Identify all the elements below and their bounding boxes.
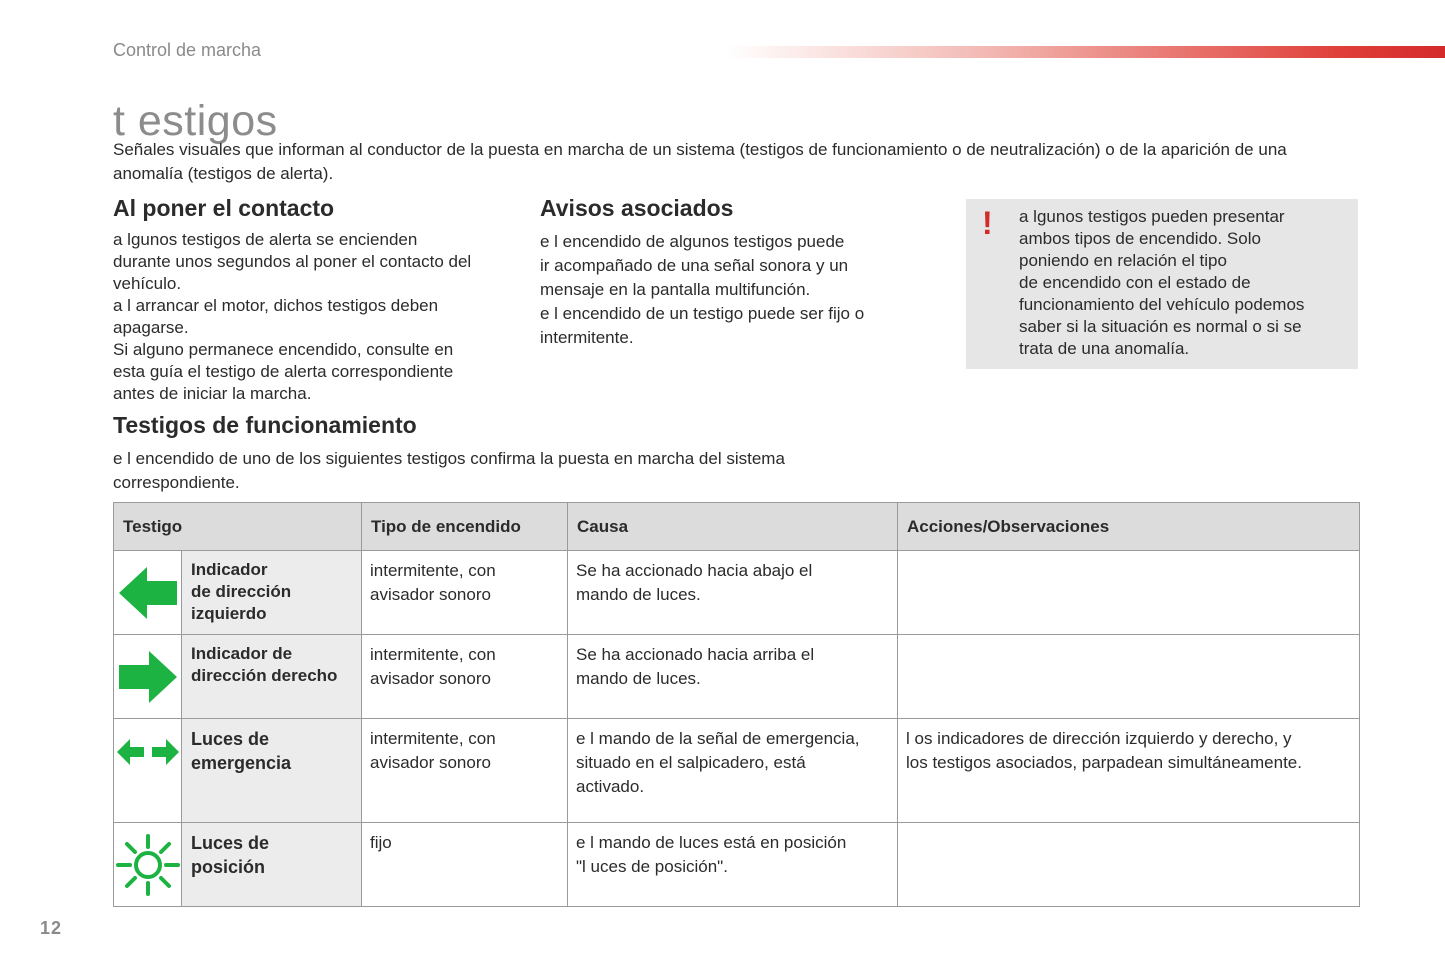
- name-line: de dirección: [191, 582, 292, 601]
- name-line: Luces de: [191, 833, 270, 853]
- name-line: emergencia: [191, 753, 292, 773]
- acciones-line: los testigos asociados, parpadean simultáneamente.: [906, 753, 1302, 772]
- section2-line: correspondiente.: [113, 473, 240, 492]
- tipo-cell: [362, 551, 568, 635]
- page-number: 12: [40, 918, 63, 938]
- section-header: Control de marcha: [113, 40, 262, 60]
- tipo-line: avisador sonoro: [370, 585, 491, 604]
- acciones-line: l os indicadores de dirección izquierdo y derecho, y: [906, 729, 1292, 748]
- alert-line: ambos tipos de encendido. Solo: [1019, 229, 1261, 248]
- alert-line: poniendo en relación el tipo: [1019, 251, 1227, 270]
- alert-line: a lgunos testigos pueden presentar: [1019, 207, 1285, 226]
- name-line: Indicador: [191, 560, 268, 579]
- name-line: posición: [191, 857, 266, 877]
- name-line: dirección derecho: [191, 666, 338, 685]
- table-row: [114, 823, 1360, 907]
- name-line: izquierdo: [191, 604, 267, 623]
- tipo-line: intermitente, con: [370, 561, 496, 580]
- icon-cell: [114, 823, 182, 907]
- col1-line: vehículo.: [113, 274, 182, 293]
- section2-line: e l encendido de uno de los siguientes testigos confirma la puesta en marcha del sistema: [113, 449, 785, 468]
- heading-al-poner-contacto: Al poner el contacto: [113, 195, 335, 221]
- tipo-line: fijo: [370, 833, 392, 852]
- col2-line: e l encendido de algunos testigos puede: [540, 232, 845, 251]
- causa-line: "l uces de posición".: [576, 857, 728, 876]
- causa-line: Se ha accionado hacia arriba el: [576, 645, 815, 664]
- left-arrow-icon: [117, 565, 179, 621]
- header-acciones: Acciones/Observaciones: [898, 503, 1360, 551]
- col2-line: intermitente.: [540, 328, 634, 347]
- acciones-cell: [898, 719, 1360, 823]
- acciones-cell: [898, 823, 1360, 907]
- tipo-cell: [362, 719, 568, 823]
- causa-line: mando de luces.: [576, 585, 701, 604]
- col1-line: a l arrancar el motor, dichos testigos deben: [113, 296, 439, 315]
- testigo-name: [182, 551, 362, 635]
- col2-line: e l encendido de un testigo puede ser fijo o: [540, 304, 865, 323]
- position-lights-icon: [116, 834, 180, 896]
- table-row: [114, 551, 1360, 635]
- causa-line: situado en el salpicadero, está: [576, 753, 806, 772]
- alert-text: [1019, 206, 1349, 360]
- col2-line: mensaje en la pantalla multifunción.: [540, 280, 811, 299]
- heading-testigos-funcionamiento: Testigos de funcionamiento: [113, 412, 417, 438]
- col1-line: antes de iniciar la marcha.: [113, 384, 312, 403]
- intro-text: Señales visuales que informan al conductor de la puesta en marcha de un sistema (testigos de funcionamiento o de neutralización) o de la aparición de una anomalía (testigos de alerta).: [113, 140, 1287, 183]
- causa-cell: [568, 635, 898, 719]
- heading-avisos-asociados: Avisos asociados: [540, 195, 734, 221]
- tipo-line: avisador sonoro: [370, 669, 491, 688]
- causa-cell: [568, 719, 898, 823]
- alert-line: funcionamiento del vehículo podemos: [1019, 295, 1305, 314]
- tipo-line: avisador sonoro: [370, 753, 491, 772]
- col1-line: Si alguno permanece encendido, consulte en: [113, 340, 454, 359]
- acciones-cell: [898, 551, 1360, 635]
- col2-text: [540, 230, 940, 350]
- causa-cell: [568, 551, 898, 635]
- name-line: Indicador de: [191, 644, 293, 663]
- section2-text: [113, 447, 1013, 495]
- header-accent-bar: [725, 46, 1445, 58]
- tipo-line: intermitente, con: [370, 645, 496, 664]
- table-header-row: [114, 503, 1360, 551]
- name-line: Luces de: [191, 729, 270, 749]
- tipo-line: intermitente, con: [370, 729, 496, 748]
- col1-line: esta guía el testigo de alerta correspondiente: [113, 362, 454, 381]
- col1-line: a lgunos testigos de alerta se encienden: [113, 230, 418, 249]
- icon-cell: [114, 551, 182, 635]
- acciones-cell: [898, 635, 1360, 719]
- tipo-cell: [362, 823, 568, 907]
- col1-line: durante unos segundos al poner el contacto del: [113, 252, 472, 271]
- causa-line: Se ha accionado hacia abajo el: [576, 561, 813, 580]
- causa-line: e l mando de la señal de emergencia,: [576, 729, 860, 748]
- testigo-name: [182, 823, 362, 907]
- table-row: [114, 719, 1360, 823]
- warning-exclamation-icon: !: [982, 205, 993, 241]
- header-causa: Causa: [568, 503, 898, 551]
- testigo-name: [182, 719, 362, 823]
- tipo-cell: [362, 635, 568, 719]
- alert-line: trata de una anomalía.: [1019, 339, 1190, 358]
- testigos-table: [113, 502, 1360, 907]
- icon-cell: [114, 635, 182, 719]
- page-title: t estigos: [113, 97, 278, 145]
- causa-cell: [568, 823, 898, 907]
- table-row: [114, 635, 1360, 719]
- col1-text: [113, 229, 523, 405]
- causa-line: e l mando de luces está en posición: [576, 833, 847, 852]
- alert-line: de encendido con el estado de: [1019, 273, 1251, 292]
- col2-line: ir acompañado de una señal sonora y un: [540, 256, 849, 275]
- hazard-arrows-icon: [116, 737, 180, 767]
- header-tipo: Tipo de encendido: [362, 503, 568, 551]
- causa-line: activado.: [576, 777, 645, 796]
- header-testigo: Testigo: [114, 503, 362, 551]
- right-arrow-icon: [117, 649, 179, 705]
- alert-line: saber si la situación es normal o si se: [1019, 317, 1302, 336]
- testigo-name: [182, 635, 362, 719]
- causa-line: mando de luces.: [576, 669, 701, 688]
- col1-line: apagarse.: [113, 318, 189, 337]
- icon-cell: [114, 719, 182, 823]
